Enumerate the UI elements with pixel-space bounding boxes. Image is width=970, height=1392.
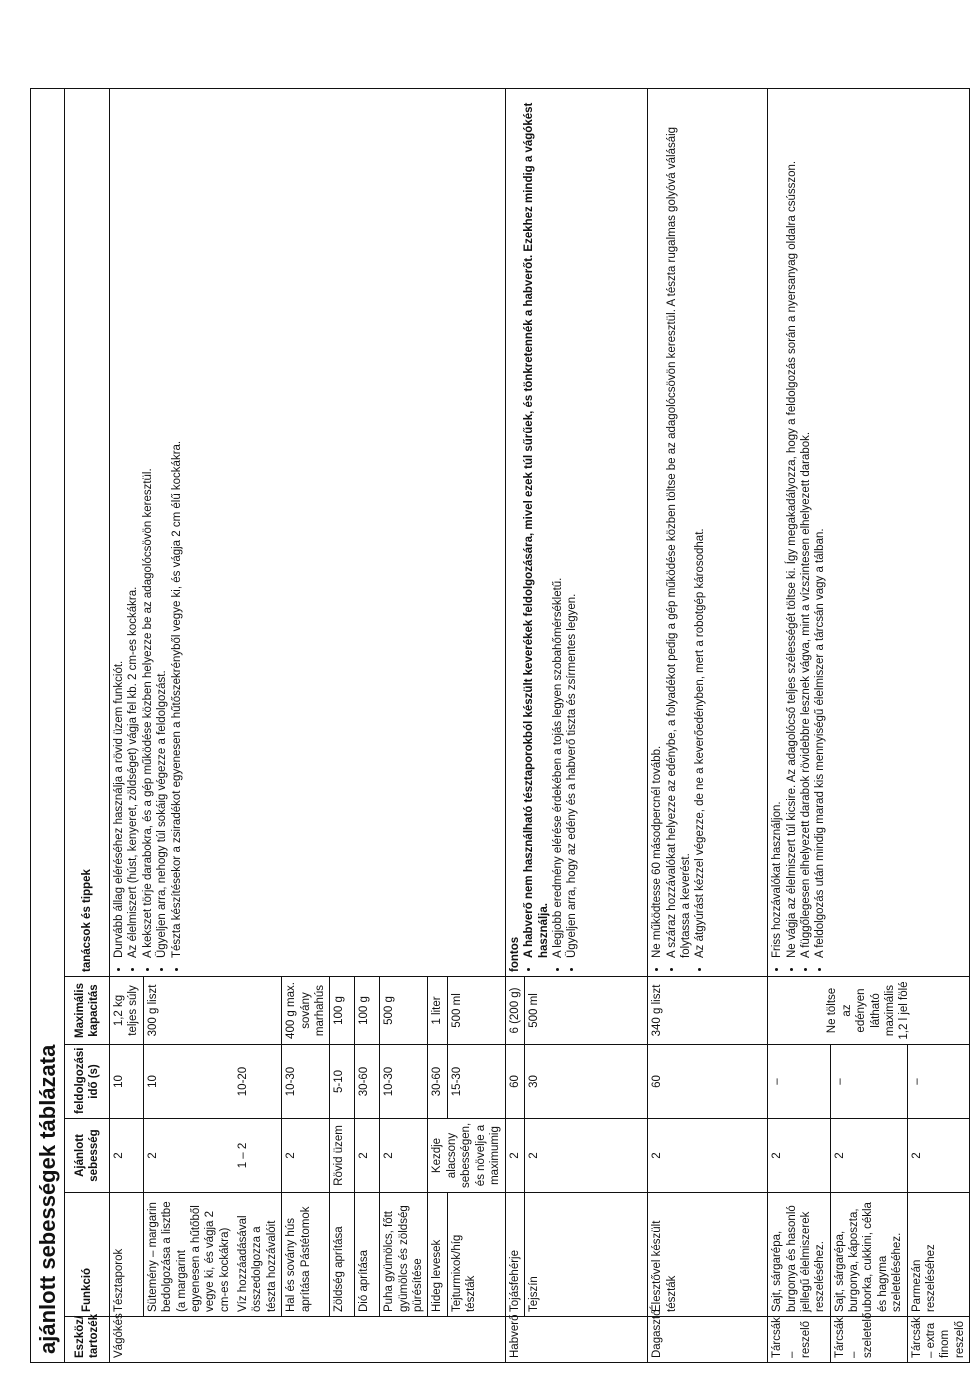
time-cell: 10-30 [380,1045,428,1119]
time-cell: 10 [110,1045,144,1119]
time-cell: 60 [505,1045,524,1119]
time-cell: – [830,1045,907,1119]
important-label: fontos [508,936,521,972]
tool-tarcsa-reszelo: Tárcsák – reszelő [768,1317,831,1363]
time-cell: 5-10 [330,1045,355,1119]
function-cell: Hal és sovány hús aprítása Pástétomok [282,1193,330,1317]
table-row [505,89,524,1363]
speed-cell: 2 [110,1119,144,1193]
speed-table [64,88,970,1363]
tool-vagokes: Vágókés [110,1317,506,1363]
time-cell: 30 [525,1045,648,1119]
function-cell: Tejturmixok/híg tészták [447,1193,505,1317]
capacity-cell: 500 g [380,977,428,1045]
time-cell: 30-60 [355,1045,380,1119]
speed-cell: 2 [907,1119,970,1193]
tip-item: • A kekszet törje darabokra, és a gép működése közben helyezze be az adagolócsövön keresztül. [141,93,155,958]
capacity-cell: 300 g liszt [143,977,281,1045]
speed-cell: 2 [355,1119,380,1193]
function-cell: Sajt, sárgarépa, burgonya és hasonló jellegű élelmiszerek reszeléséhez. [768,1193,831,1317]
tips-habvero [505,89,647,977]
function-cell: Víz hozzáadásával összedolgozza a tészta hozzávalóit [234,1193,282,1317]
tool-habvero: Habverő [505,1317,647,1363]
speed-cell: 2 [525,1119,648,1193]
speed-cell: Kezdje alacsony sebességen, és növelje a maximumig [428,1119,505,1193]
page-title: ajánlott sebességek táblázata [30,88,64,1363]
speed-cell: 2 [768,1119,831,1193]
capacity-cell: 1 liter [428,977,447,1045]
header-tool: Eszköz/ tartozék [65,1317,110,1363]
time-cell: 30-60 [428,1045,447,1119]
function-cell: Tésztaporok [110,1193,144,1317]
tip-item: • Friss hozzávalókat használjon. [770,93,784,958]
capacity-cell: 100 g [355,977,380,1045]
function-cell: Élesztővel készült tészták [648,1193,768,1317]
header-function: Funkció [65,1193,110,1317]
function-cell: Puha gyümölcs, főtt gyümölcs és zöldség pürésítése [380,1193,428,1317]
tip-item: • A legjobb eredmény elérése érdekében a tojás legyen szobahőmérsékletű. [551,93,565,958]
header-speed: Ajánlott sebesség [65,1119,110,1193]
capacity-cell: 340 g liszt [648,977,768,1045]
speed-cell: 2 [505,1119,524,1193]
time-cell: – [768,1045,831,1119]
tip-item: • Ne működtesse 60 másodpercnél tovább. [650,93,664,958]
function-cell: Sajt, sárgarépa, burgonya, káposzta, uborka, cukkini, cékla és hagyma szeleteléséhez. [830,1193,907,1317]
tool-tarcsa-szeleto: Tárcsák – szeletelő [830,1317,907,1363]
header-capacity: Maximális kapacitás [65,977,110,1045]
table-row [110,89,144,1363]
tip-item: • Tészta készítésekor a zsiradékot egyenesen a hűtőszekrényből vegye ki, és vágja 2 cm élű kockákra. [170,93,184,958]
speed-cell: 1 – 2 [234,1119,282,1193]
tip-item: • A száraz hozzávalókat helyezze az edénybe, a folyadékot pedig a gép működése közben töltse be az adagolócsövön keresztül. A tészta rugalmas golyóvá válásáig folytassa a keverést. [665,93,694,958]
function-cell: Hideg levesek [428,1193,447,1317]
speed-cell: 2 [282,1119,330,1193]
function-cell: Zöldség aprítása [330,1193,355,1317]
capacity-cell: 6 (200 g) [505,977,524,1045]
capacity-cell: Ne töltse az edényen látható maximális 1,2 l jel fölé [768,977,970,1045]
tool-dagaszto: Dagasztó [648,1317,768,1363]
time-cell: 10-20 [234,1045,282,1119]
capacity-cell: 500 ml [525,977,648,1045]
tip-item: • Az élelmiszert (húst, kenyeret, zöldséget) vágja fel kb. 2 cm-es kockákra. [126,93,140,958]
speed-cell: 2 [648,1119,768,1193]
capacity-cell: 100 g [330,977,355,1045]
speed-cell: 2 [830,1119,907,1193]
capacity-cell: 500 ml [447,977,505,1045]
tips-dagaszto [648,89,768,977]
header-time: feldolgozási idő (s) [65,1045,110,1119]
function-cell: Tejszín [525,1193,648,1317]
tip-item: • A függőlegesen elhelyezett darabok rövidebbre lesznek vágva, mint a vízszintesen elhelyezett darabok. [799,93,813,958]
time-cell: 15-30 [447,1045,505,1119]
function-cell: Tojásfehérje [505,1193,524,1317]
tip-item: • Durvább állag eléréséhez használja a rövid üzem funkciót. [112,93,126,958]
capacity-cell: 400 g max. sovány marhahús [282,977,330,1045]
rotated-page [30,88,966,1363]
table-row [768,89,831,1363]
speed-cell: 2 [380,1119,428,1193]
tool-tarcsa-finom: Tárcsák – extra finom reszelő [907,1317,970,1363]
header-tips: tanácsok és tippek [65,89,110,977]
capacity-cell: 1,2 kg teljes súly [110,977,144,1045]
tip-item: • Ne vágja az élelmiszert túl kicsire. Az adagolócső teljes szélességét töltse ki. Így megakadályozza, hogy a feldolgozás során a nyersanyag oldalra csússzon. [785,93,799,958]
speed-cell: Rövid üzem [330,1119,355,1193]
tip-item: • Ügyeljen arra, hogy az edény és a habverő tiszta és zsírmentes legyen. [565,93,579,958]
time-cell: – [907,1045,970,1119]
function-cell: Dió aprítása [355,1193,380,1317]
tips-tarcsak [768,89,970,977]
function-cell: Parmezán reszeléséhez [907,1193,970,1317]
tips-vagokes [110,89,506,977]
speed-cell: 2 [143,1119,234,1193]
tip-item: • A feldolgozás után mindig marad kis mennyiségű élelmiszer a tárcsán vagy a tálban. [813,93,827,958]
time-cell: 60 [648,1045,768,1119]
tip-item: • Az átgyúrást kézzel végezze, de ne a keverőedényben, mert a robotgép károsodhat. [693,93,707,958]
function-cell: Sütemény – margarin bedolgozása a lisztbe (a margarint egyenesen a hűtőből vegye ki, és vágja 2 cm-es kockákra) [143,1193,234,1317]
header-row [65,89,110,1363]
tip-item: • Ügyeljen arra, nehogy túl sokáig végezze a feldolgozást. [155,93,169,958]
tip-item: • A habverő nem használható tésztaporokból készült keverékek feldolgozására, mivel ezek túl sűrűek, és tönkretennék a habverőt. Ezekhez mindig a vágókést használja. [522,93,551,958]
time-cell: 10 [143,1045,234,1119]
time-cell: 10-30 [282,1045,330,1119]
table-row [648,89,768,1363]
